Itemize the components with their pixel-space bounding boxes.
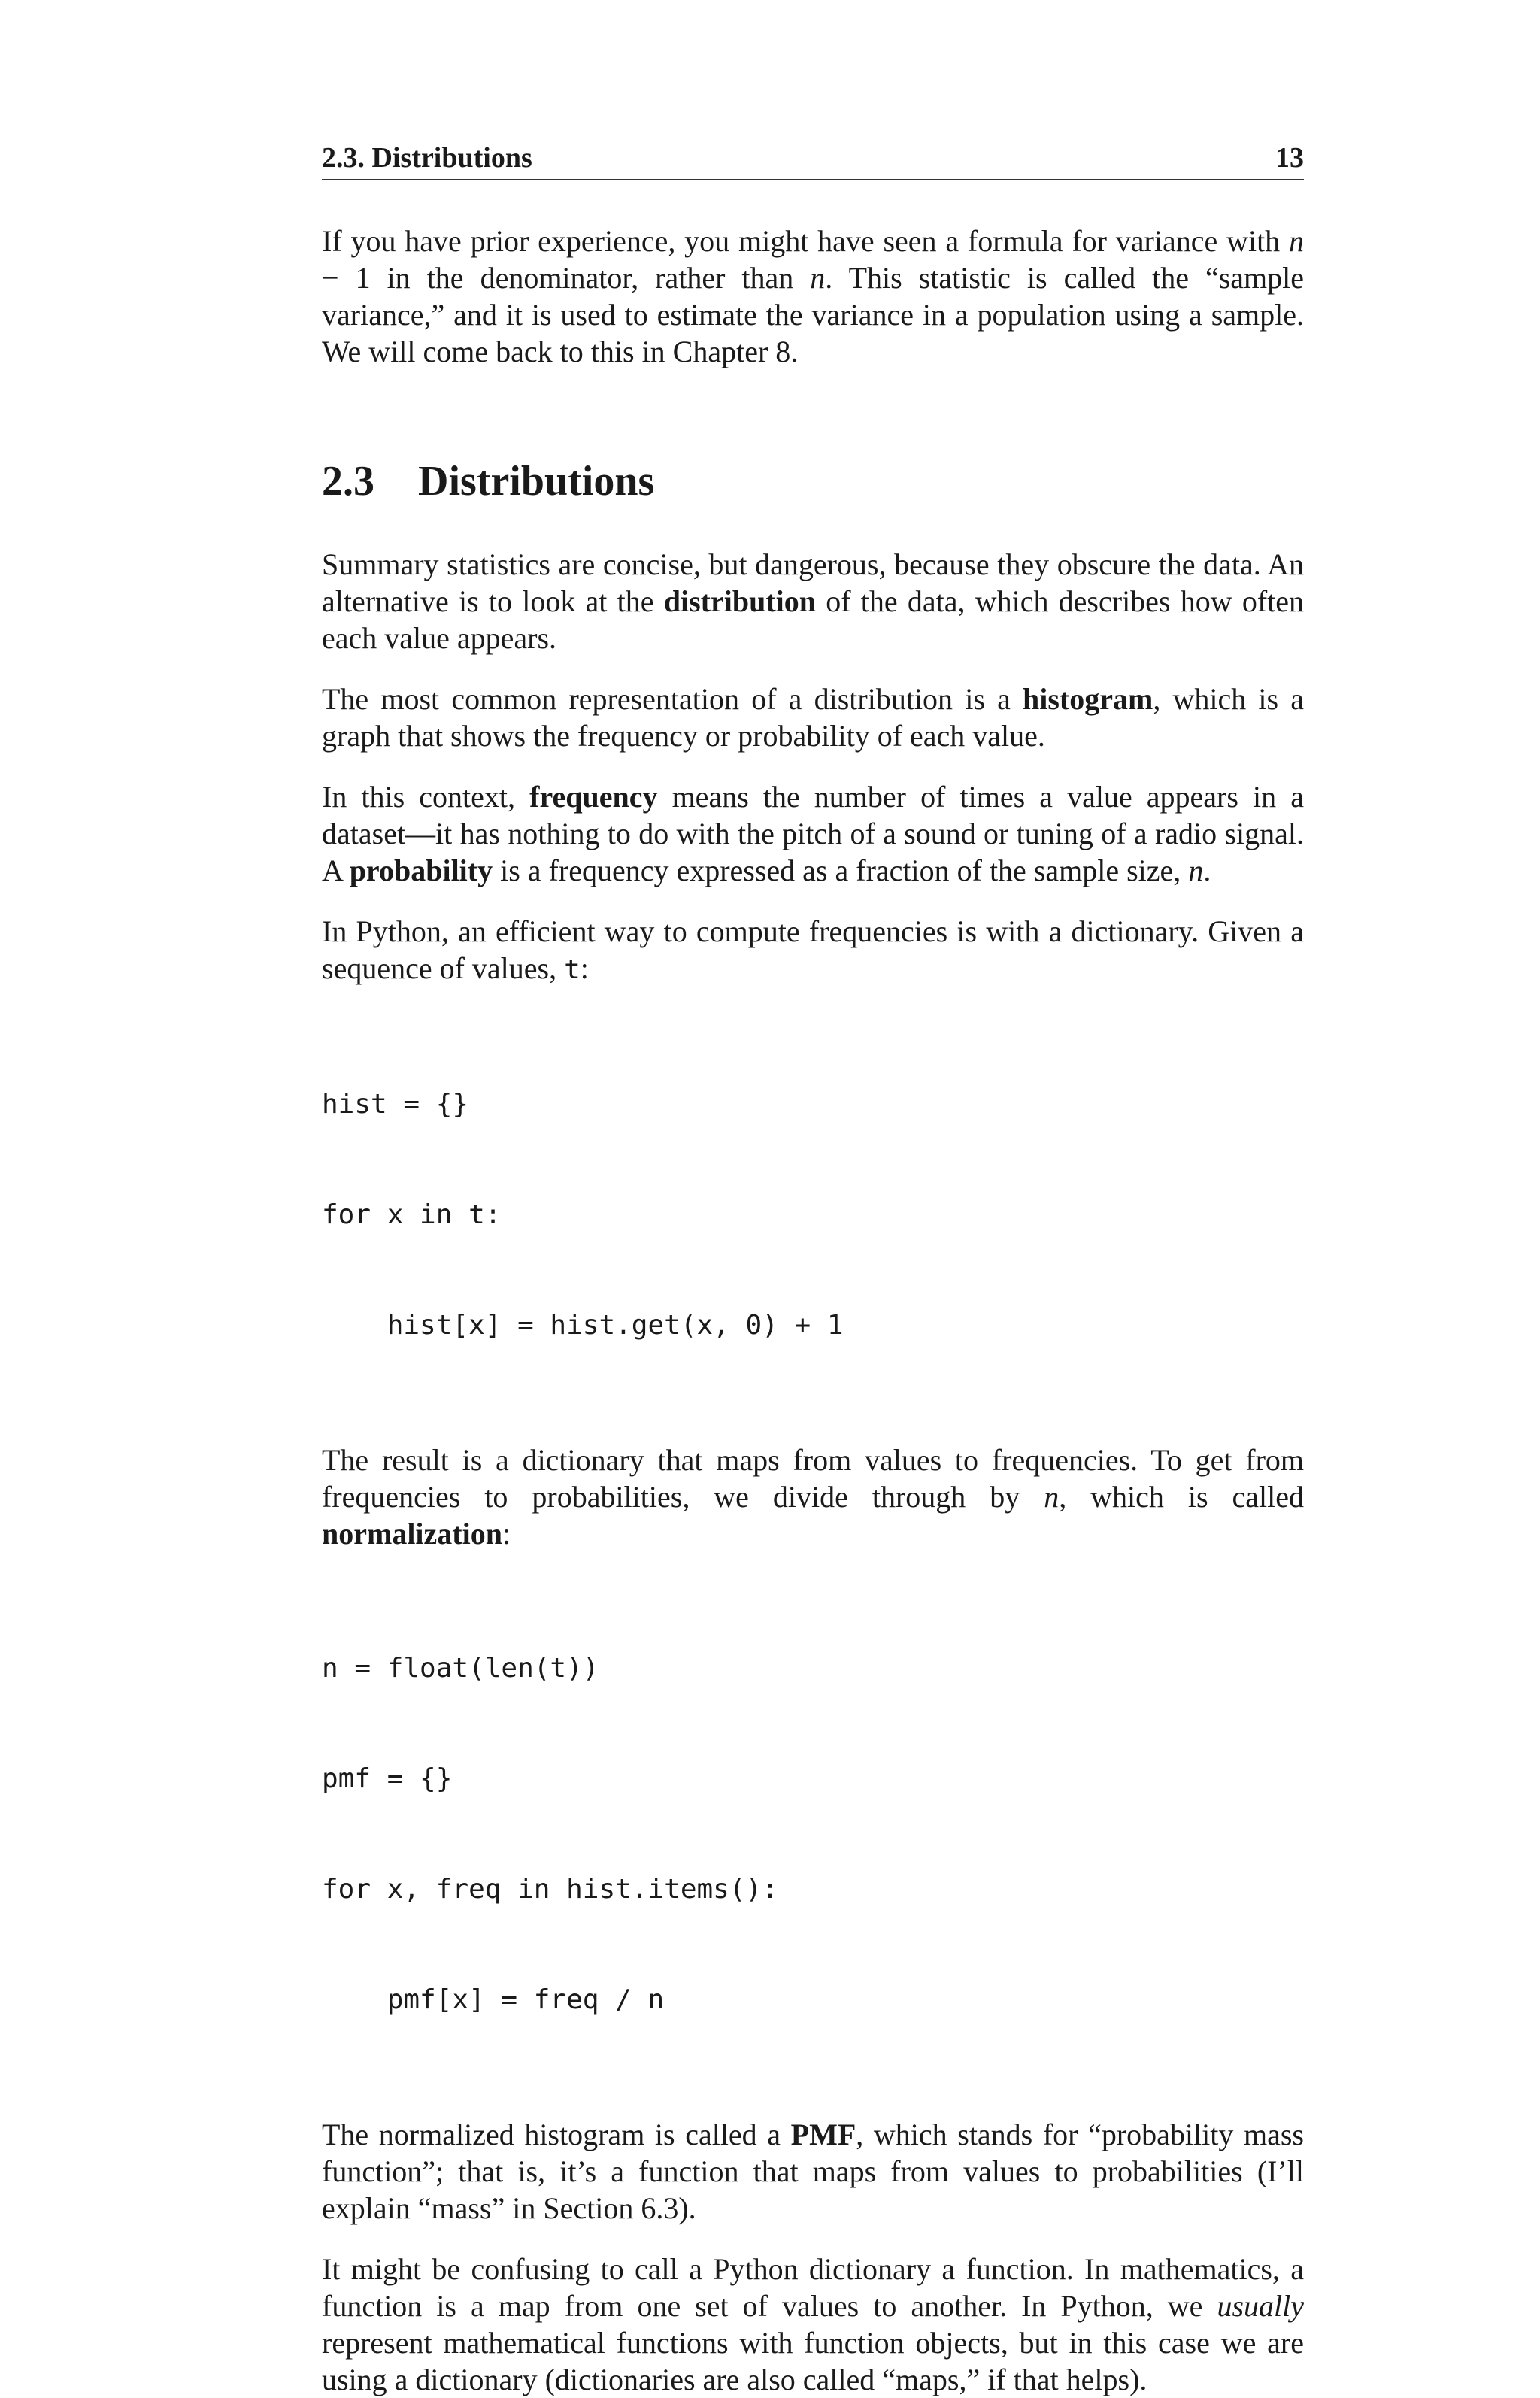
code-line: for x, freq in hist.items(): xyxy=(322,1874,778,1905)
page-number: 13 xyxy=(1275,142,1304,174)
text-run: The result is a dictionary that maps from values to frequencies. To get from frequencies to probabilities, we divide through by xyxy=(322,1443,1304,1514)
code-line: hist = {} xyxy=(322,1089,469,1120)
code-line: hist[x] = hist.get(x, 0) + 1 xyxy=(322,1310,844,1341)
python-paragraph xyxy=(322,913,1304,988)
code-line: n = float(len(t)) xyxy=(322,1653,599,1684)
frequency-paragraph xyxy=(322,778,1304,889)
code-inline-t: t xyxy=(564,954,581,985)
text-run: . xyxy=(1203,853,1211,887)
intro-paragraph xyxy=(322,223,1304,370)
text-run: The normalized histogram is called a xyxy=(322,2118,791,2151)
section-heading xyxy=(322,459,1304,504)
text-run: is a frequency expressed as a fraction of the sample size, xyxy=(493,853,1189,887)
code-block-pmf xyxy=(322,1576,1304,2092)
running-head-section: 2.3. Distributions xyxy=(322,142,532,174)
histogram-paragraph xyxy=(322,681,1304,754)
term-normalization: normalization xyxy=(322,1517,502,1551)
code-line: pmf[x] = freq / n xyxy=(322,1984,665,2015)
text-run: means the number of times a value appears in a dataset—it has nothing to do with the pitch of a sound or tuning of a radio signal. A xyxy=(322,780,1304,887)
book-page xyxy=(322,143,1304,2398)
text-run: Summary statistics are concise, but dangerous, because they obscure the data. An alternative is to look at the xyxy=(322,547,1304,618)
math-n: n xyxy=(1188,853,1204,887)
text-run: represent mathematical functions with function objects, but in this case we are using a dictionary (dictionaries are also called “maps,” if that helps). xyxy=(322,2326,1304,2396)
code-line: for x in t: xyxy=(322,1199,502,1230)
text-run: − 1 in the denominator, rather than xyxy=(322,261,811,295)
summary-paragraph xyxy=(322,546,1304,656)
section-number: 2.3 xyxy=(322,458,374,505)
text-run: If you have prior experience, you might have seen a formula for variance with xyxy=(322,224,1289,258)
text-run: , which stands for “probability mass function”; that is, it’s a function that maps from values to probabilities (I’ll explain “mass” in Section 6.3). xyxy=(322,2118,1304,2225)
text-run: In Python, an efficient way to compute frequencies is with a dictionary. Given a sequence of values, xyxy=(322,914,1304,985)
text-run: , which is called xyxy=(1059,1480,1305,1514)
term-pmf: PMF xyxy=(790,2118,856,2151)
code-block-hist xyxy=(322,1012,1304,1417)
term-distribution: distribution xyxy=(663,584,817,618)
code-line: pmf = {} xyxy=(322,1763,453,1794)
math-n: n xyxy=(1044,1480,1060,1514)
emphasis-usually: usually xyxy=(1217,2289,1304,2323)
text-run: : xyxy=(580,951,589,985)
text-run: In this context, xyxy=(322,780,530,814)
section-title: Distributions xyxy=(418,458,655,505)
result-paragraph xyxy=(322,1442,1304,1552)
text-run: The most common representation of a distribution is a xyxy=(322,682,1023,716)
text-run: of the data, which describes how often each value appears. xyxy=(322,584,1305,655)
math-n: n xyxy=(1289,224,1304,258)
running-head xyxy=(322,143,1304,180)
pmf-paragraph xyxy=(322,2116,1304,2227)
text-run: It might be confusing to call a Python dictionary a function. In mathematics, a function is a map from one set of values to another. In Python, we xyxy=(322,2252,1304,2323)
text-run: . This statistic is called the “sample variance,” and it is used to estimate the variance in a population using a sample. We will come back to this in Chapter 8. xyxy=(322,261,1305,368)
math-n: n xyxy=(810,261,826,295)
term-probability: probability xyxy=(349,853,493,887)
term-histogram: histogram xyxy=(1022,682,1153,716)
confusing-paragraph xyxy=(322,2251,1304,2398)
text-run: : xyxy=(502,1517,511,1551)
term-frequency: frequency xyxy=(529,780,658,814)
text-run: , which is a graph that shows the frequency or probability of each value. xyxy=(322,682,1305,753)
